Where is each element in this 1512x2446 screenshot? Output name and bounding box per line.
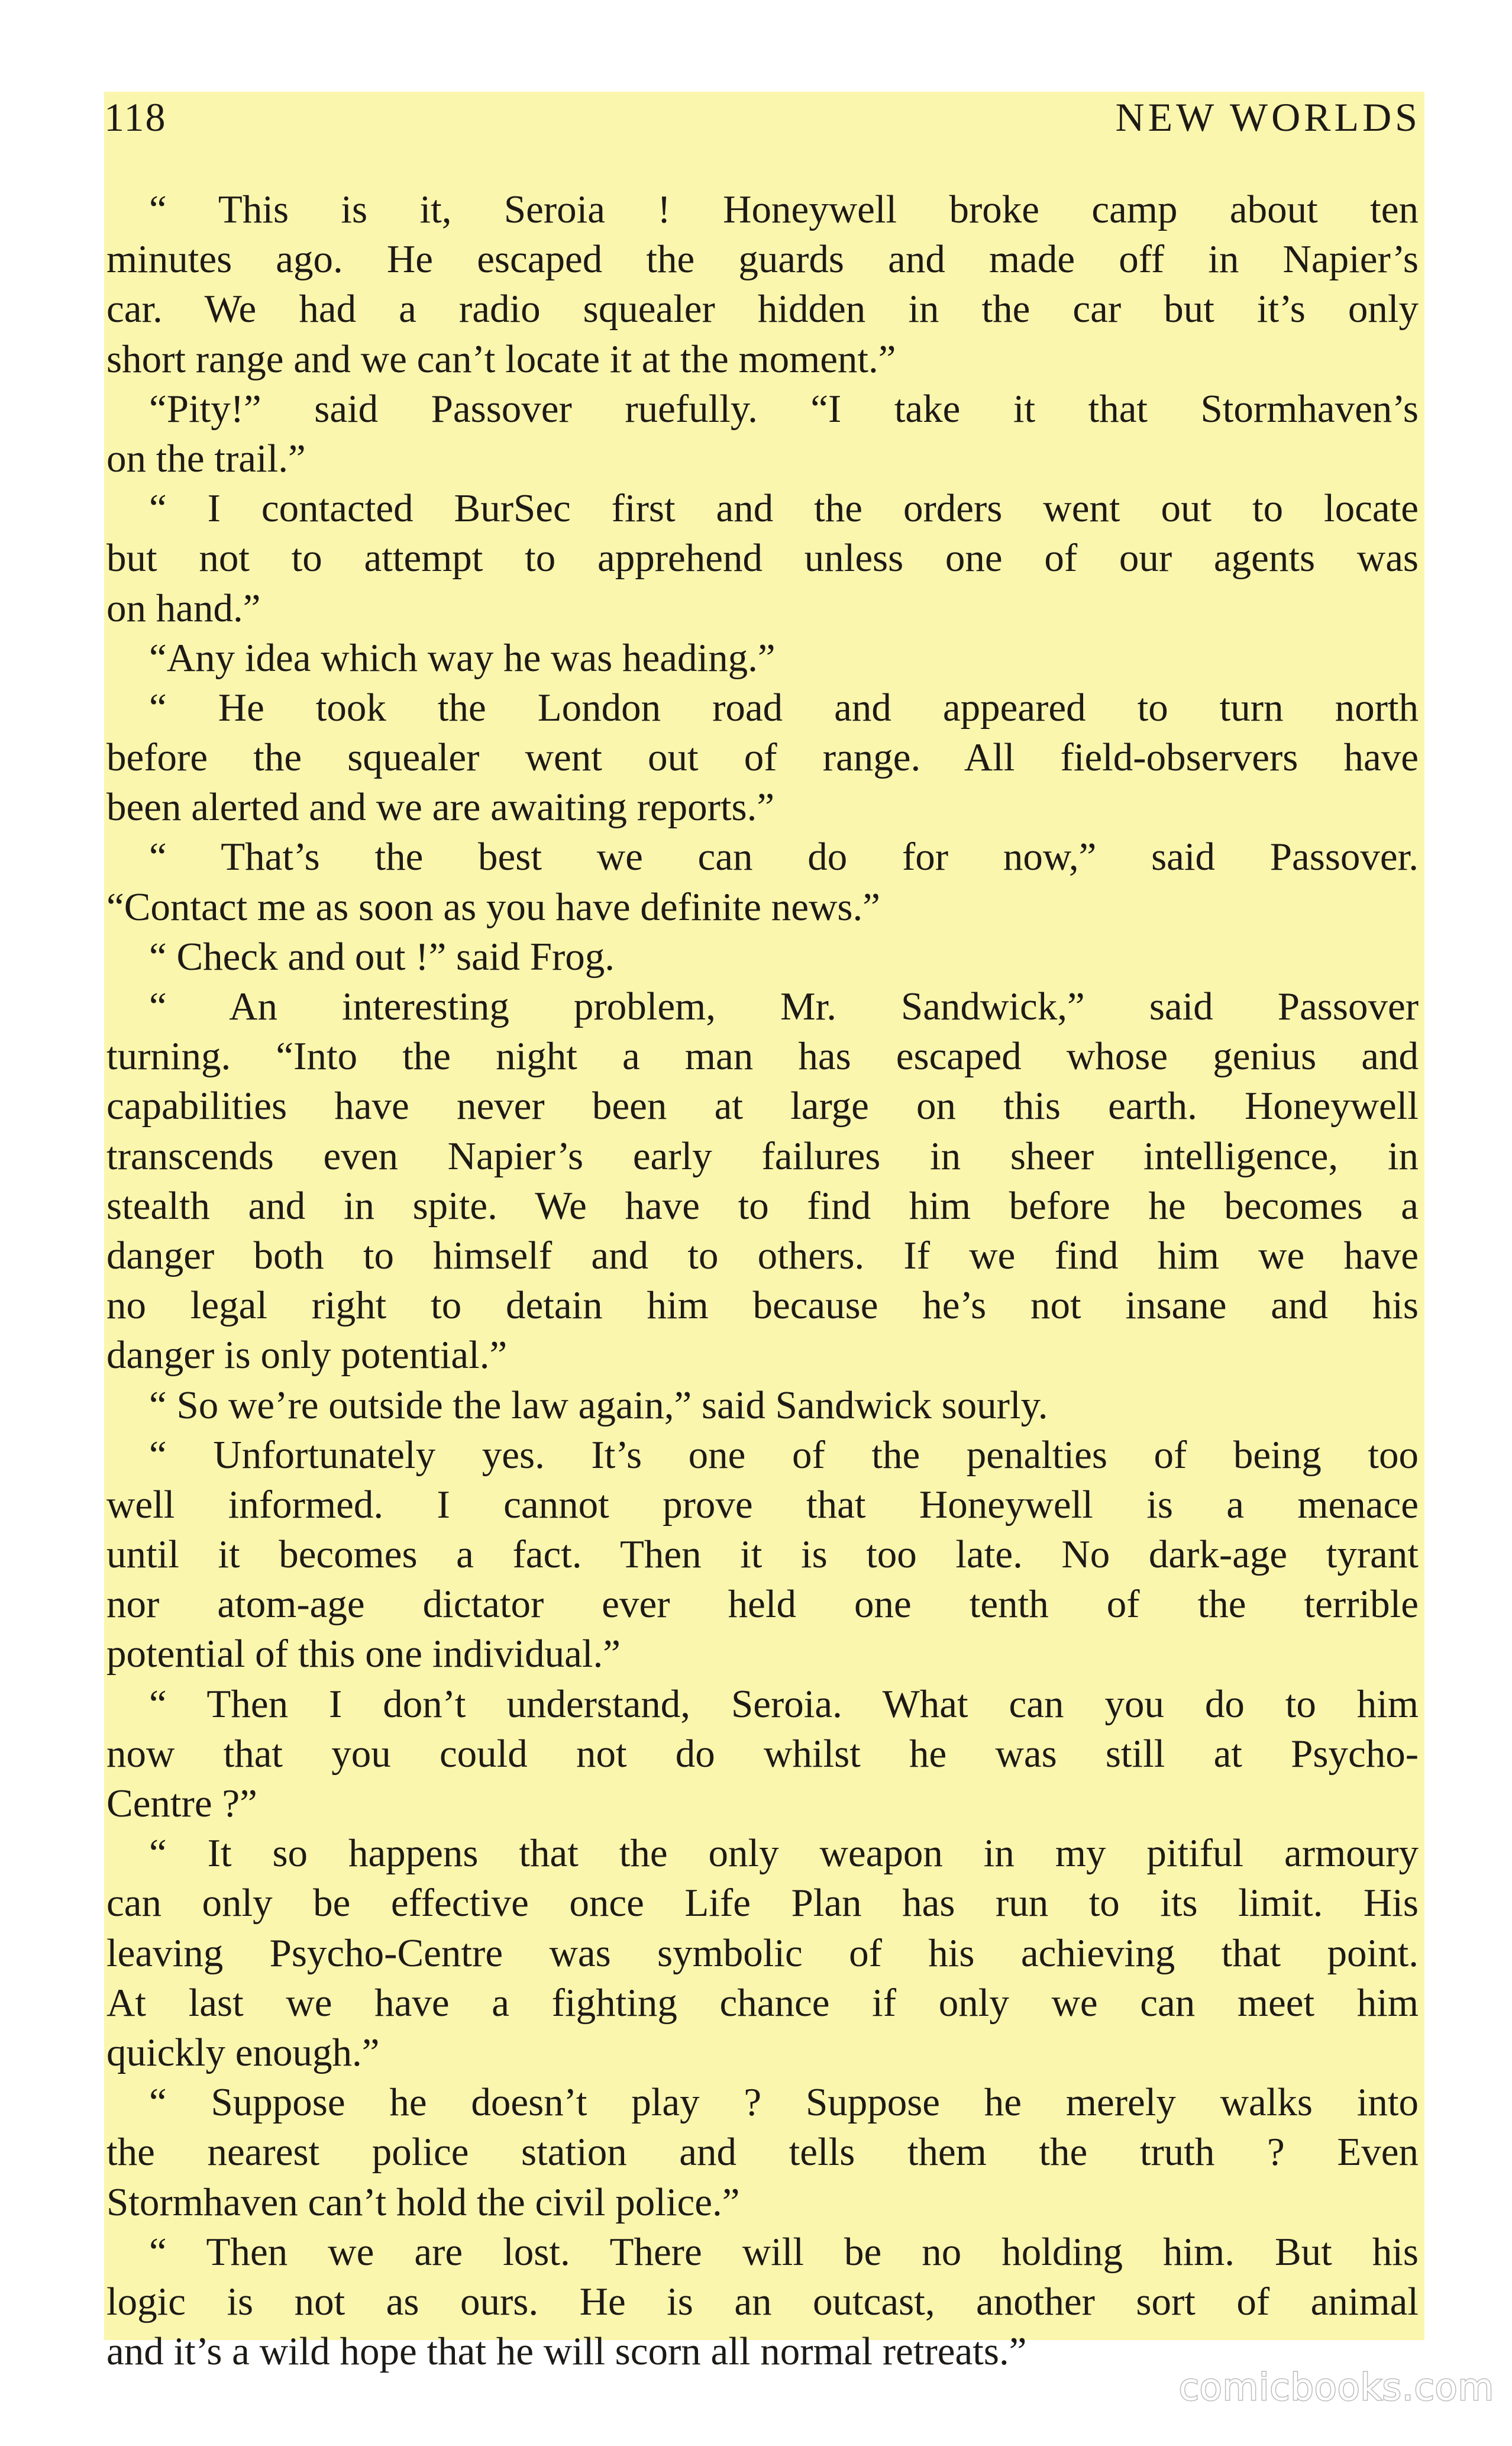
text-line: “ An interesting problem, Mr. Sandwick,” said Passover (149, 985, 1419, 1028)
text-line: “Any idea which way he was heading.” (149, 635, 776, 680)
text-line: on the trail.” (106, 436, 306, 480)
body-text (106, 185, 1419, 2376)
text-line: “ He took the London road and appeared to turn north (149, 685, 1419, 730)
text-line: but not to attempt to apprehend unless one of our agents was (106, 536, 1419, 580)
text-line: before the squealer went out of range. All field-observers have (106, 735, 1419, 780)
text-line: transcends even Napier’s early failures in sheer intelligence, in (106, 1134, 1419, 1178)
text-line: turning. “Into the night a man has escaped whose genius and (106, 1034, 1419, 1079)
text-line: “ Then we are lost. There will be no holding him. But his (149, 2229, 1419, 2274)
text-line: “ Suppose he doesn’t play ? Suppose he merely walks into (149, 2080, 1419, 2125)
text-line: well informed. I cannot prove that Honeywell is a menace (106, 1482, 1419, 1527)
text-line: “ It so happens that the only weapon in my pitiful armoury (149, 1831, 1419, 1876)
text-line: “ So we’re outside the law again,” said Sandwick sourly. (149, 1383, 1048, 1427)
text-line: “Contact me as soon as you have definite news.” (106, 885, 880, 929)
text-line: “Pity!” said Passover ruefully. “I take it that Stormhaven’s (149, 386, 1419, 431)
text-line: and it’s a wild hope that he will scorn all normal retreats.” (106, 2329, 1027, 2374)
text-line: car. We had a radio squealer hidden in the car but it’s only (106, 287, 1419, 331)
text-line: At last we have a fighting chance if only we can meet him (106, 1980, 1419, 2025)
text-line: potential of this one individual.” (106, 1632, 621, 1676)
text-line: “ Then I don’t understand, Seroia. What can you do to him (149, 1682, 1419, 1726)
text-line: now that you could not do whilst he was still at Psycho- (106, 1731, 1419, 1776)
text-line: been alerted and we are awaiting reports.” (106, 785, 775, 830)
text-line: quickly enough.” (106, 2030, 380, 2074)
text-line: “ That’s the best we can do for now,” said Passover. (149, 835, 1419, 879)
text-line: capabilities have never been at large on this earth. Honeywell (106, 1084, 1419, 1128)
text-line: stealth and in spite. We have to find him before he becomes a (106, 1183, 1419, 1228)
text-line: “ This is it, Seroia ! Honeywell broke camp about ten (149, 188, 1419, 231)
journal-title: NEW WORLDS (1115, 95, 1421, 140)
text-line: “ Unfortunately yes. It’s one of the penalties of being too (149, 1432, 1419, 1477)
text-line: minutes ago. He escaped the guards and made off in Napier’s (106, 237, 1419, 282)
text-line: the nearest police station and tells them the truth ? Even (106, 2130, 1419, 2174)
text-line: Centre ?” (106, 1782, 257, 1825)
page-number: 118 (104, 95, 167, 140)
text-line: on hand.” (106, 586, 261, 630)
text-line: logic is not as ours. He is an outcast, another sort of animal (106, 2279, 1419, 2324)
text-line: can only be effective once Life Plan has run to its limit. His (106, 1881, 1419, 1925)
text-line: nor atom-age dictator ever held one tenth of the terrible (106, 1582, 1419, 1627)
text-line: danger both to himself and to others. If we find him we have (106, 1233, 1419, 1277)
text-line: leaving Psycho-Centre was symbolic of his achieving that point. (106, 1931, 1419, 1975)
text-line: “ Check and out !” said Frog. (149, 934, 615, 979)
text-line: “ I contacted BurSec first and the orders went out to locate (149, 486, 1419, 531)
text-line: no legal right to detain him because he’s not insane and his (106, 1283, 1419, 1328)
text-line: Stormhaven can’t hold the civil police.” (106, 2180, 740, 2224)
watermark-logo: comicbooks.com (1178, 2366, 1494, 2409)
text-line: short range and we can’t locate it at the moment.” (106, 337, 896, 381)
text-line: until it becomes a fact. Then it is too late. No dark-age tyrant (106, 1532, 1419, 1577)
running-head (104, 82, 1424, 153)
text-line: danger is only potential.” (106, 1333, 508, 1377)
